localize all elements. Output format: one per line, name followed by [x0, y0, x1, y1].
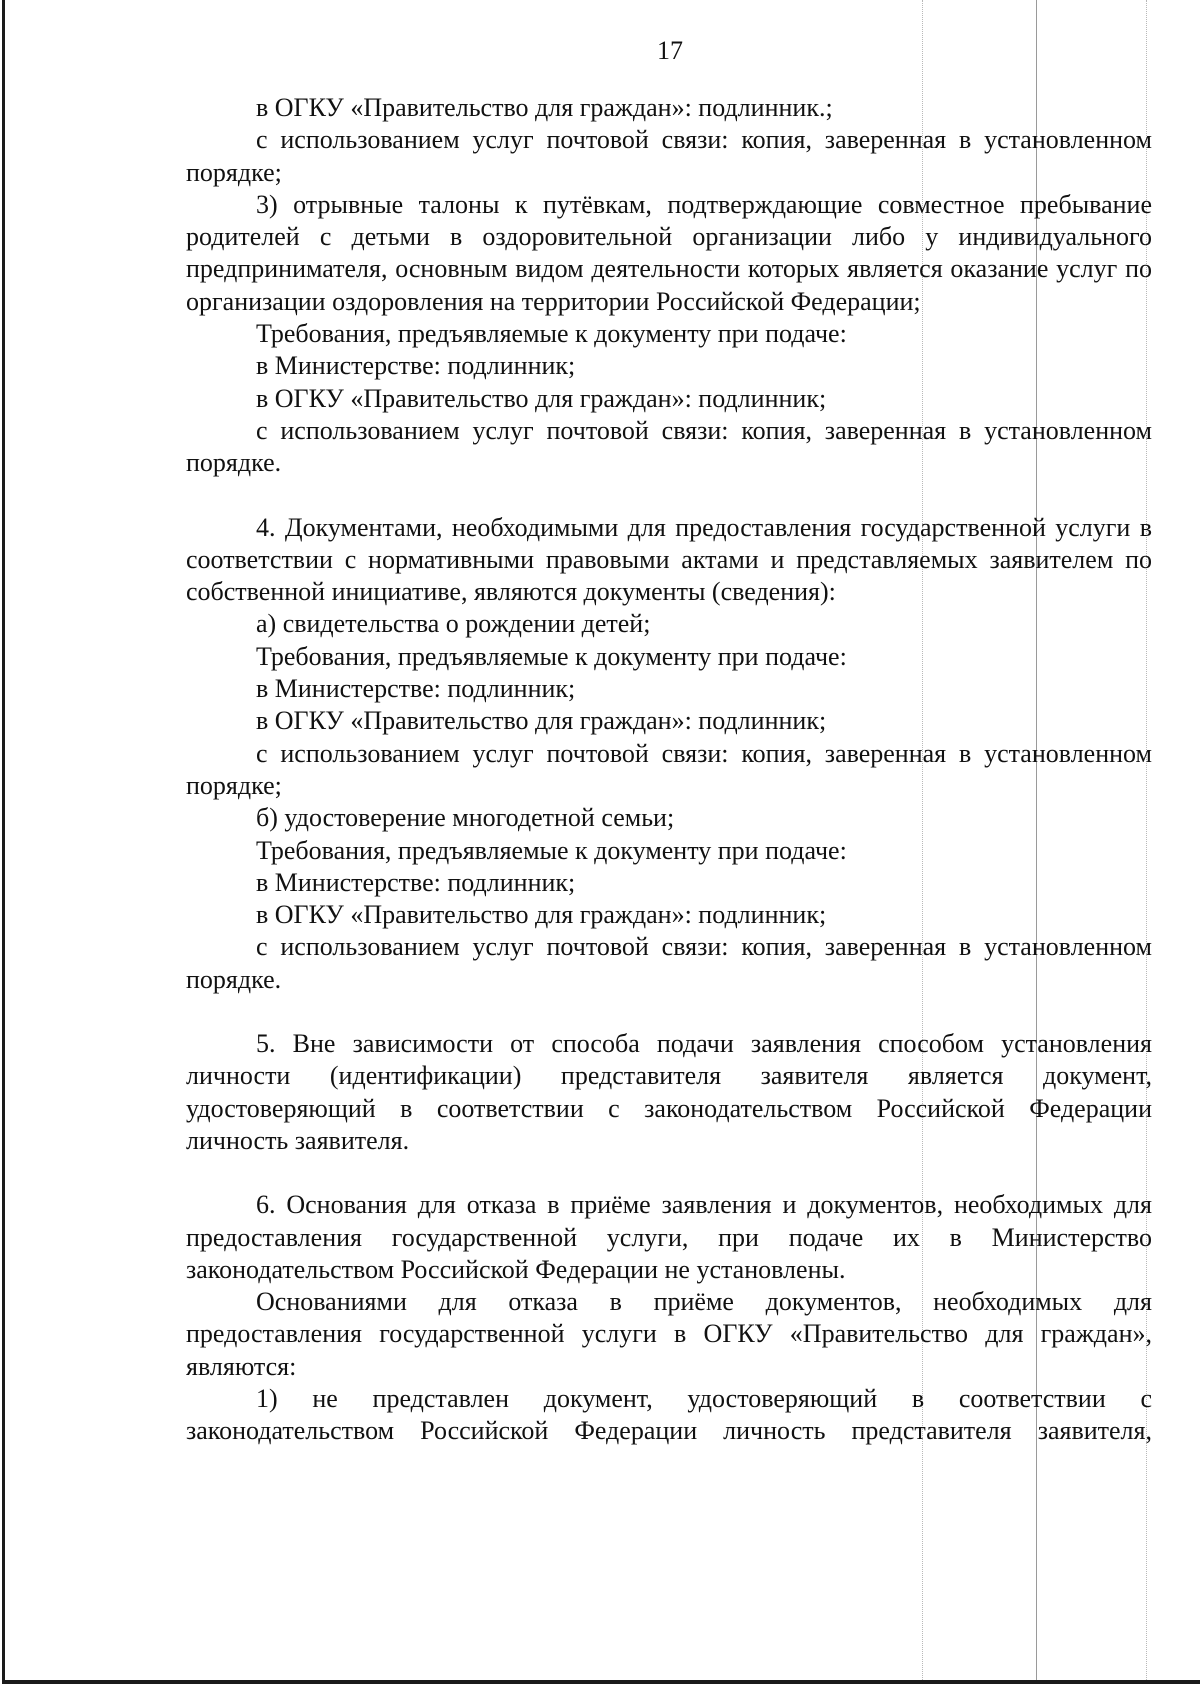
page-number: 17 — [657, 36, 683, 65]
paragraph: в ОГКУ «Правительство для граждан»: подлинник; — [256, 706, 827, 736]
paragraph: в Министерстве: подлинник; — [256, 351, 576, 381]
paragraph: Требования, предъявляемые к документу при подаче: — [256, 835, 847, 865]
paragraph: 3) отрывные талоны к путёвкам, подтверждающие совместное пребывание родителей с детьми в оздоровительной организации либо у индивидуального предпринимателя, основным видом деятельности которых является оказание услуг по организации оздоровления на территории Российской Федерации; — [186, 189, 1152, 316]
paragraph: в ОГКУ «Правительство для граждан»: подлинник; — [256, 900, 827, 930]
paragraph: в ОГКУ «Правительство для граждан»: подлинник; — [256, 383, 827, 413]
paragraph: б) удостоверение многодетной семьи; — [256, 803, 675, 833]
paragraph: в Министерстве: подлинник; — [256, 674, 576, 704]
paragraph-section-6: 6. Основания для отказа в приёме заявления и документов, необходимых для предоставления государственной услуги, при подаче их в Министерство законодательством Российской Федерации не установлены. — [186, 1190, 1152, 1284]
scan-border-bottom — [2, 1680, 1200, 1684]
paragraph: а) свидетельства о рождении детей; — [256, 609, 651, 639]
scan-border-left — [2, 0, 5, 1682]
paragraph: с использованием услуг почтовой связи: копия, заверенная в установленном порядке; — [186, 125, 1152, 187]
paragraph: с использованием услуг почтовой связи: копия, заверенная в установленном порядке; — [186, 738, 1152, 800]
paragraph: Основаниями для отказа в приёме документов, необходимых для предоставления государственной услуги в ОГКУ «Правительство для граждан», являются: — [186, 1287, 1152, 1381]
paragraph: с использованием услуг почтовой связи: копия, заверенная в установленном порядке. — [186, 415, 1152, 478]
paragraph: Требования, предъявляемые к документу при подаче: — [256, 319, 847, 349]
paragraph: Требования, предъявляемые к документу при подаче: — [256, 641, 847, 671]
paragraph-section-4: 4. Документами, необходимыми для предоставления государственной услуги в соответствии с нормативными правовыми актами и представляемых заявителем по собственной инициативе, являются документы (сведения): — [186, 512, 1152, 607]
paragraph: в Министерстве: подлинник; — [256, 867, 576, 897]
paragraph: в ОГКУ «Правительство для граждан»: подлинник.; — [256, 93, 833, 122]
paragraph-section-5: 5. Вне зависимости от способа подачи заявления способом установления личности (идентификации) представителя заявителя является документ, удостоверяющий в соответствии с законодательством Российской Федерации личность заявителя. — [186, 1029, 1152, 1155]
paragraph: с использованием услуг почтовой связи: копия, заверенная в установленном порядке. — [186, 932, 1152, 994]
paragraph: 1) не представлен документ, удостоверяющий в соответствии с законодательством Российской Федерации личность представителя заявителя, — [186, 1383, 1152, 1446]
document-body — [186, 92, 1152, 1448]
